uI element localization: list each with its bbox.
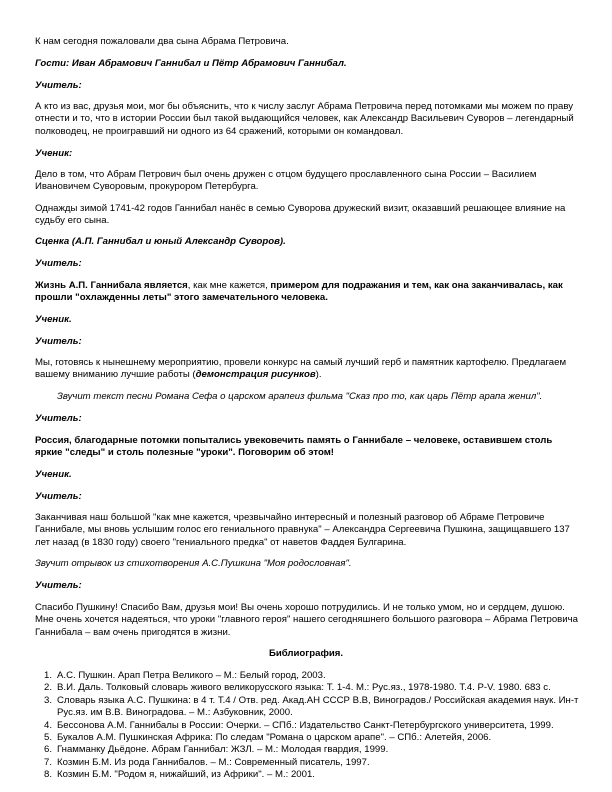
speaker-student: Ученик: xyxy=(35,148,73,159)
item-number: 2. xyxy=(43,682,52,694)
guests-line: Гости: Иван Абрамович Ганнибал и Пётр Абрамович Ганнибал. xyxy=(35,58,347,69)
speaker-teacher: Учитель: xyxy=(35,258,82,269)
item-text: Козмин Б.М. "Родом я, нижайший, из Африки". – М.: 2001. xyxy=(57,769,315,781)
teacher-statement-5: Спасибо Пушкину! Спасибо Вам, друзья мои! Вы очень хорошо потрудились. И не только умом, но и сердцем, душою. Мне очень хочется надеяться, что уроки "главного героя" нашего сегодняшнего большого разговора – Абрама Петровича Ганнибала – вам очень пригодятся в жизни. xyxy=(35,602,578,638)
bibliography-list xyxy=(35,670,580,782)
item-number: 8. xyxy=(43,769,52,781)
scene-title: Сценка (А.П. Ганнибал и юный Александр Суворов). xyxy=(35,236,286,247)
poem-note: Звучит отрывок из стихотворения А.С.Пушкина "Моя родословная". xyxy=(35,558,352,569)
bibliography-item xyxy=(35,670,580,682)
student-answer-1: Дело в том, что Абрам Петрович был очень дружен с отцом будущего прославленного сына России – Василием Ивановичем Суворовым, прокурором Петербурга. xyxy=(35,169,537,193)
song-note: Звучит текст песни Романа Сефа о царском арапеиз фильма "Сказ про то, как царь Пётр арапа женил". xyxy=(57,391,543,402)
teacher-statement-4: Заканчивая наш большой "как мне кажется, чрезвычайно интересный и полезный разговор об Абраме Петровиче Ганнибале, мы вновь услышим голос его гениального правнука" – Александра Сергеевича Пушкина, защищавшего 137 лет назад (в 1830 году) своего "гениального предка" от наветов Фаддея Булгарина. xyxy=(35,512,570,548)
bibliography-item xyxy=(35,682,580,694)
intro-line: К нам сегодня пожаловали два сына Абрама Петровича. xyxy=(35,36,289,47)
speaker-student: Ученик. xyxy=(35,314,72,325)
speaker-teacher: Учитель: xyxy=(35,491,82,502)
bibliography-item xyxy=(35,695,580,720)
statement-regular: Мы, готовясь к нынешнему мероприятию, провели конкурс на самый лучший герб и памятник картофелю. Предлагаем вашему вниманию лучшие работы ( xyxy=(35,357,567,381)
teacher-question: А кто из вас, друзья мои, мог бы объяснить, что к числу заслуг Абрама Петровича перед потомками мы можем по праву отнести и то, что в истории России был такой выдающийся человек, как Александр Васильевич Суворов – легендарный полководец, не проигравший ни одного из 64 сражений, которыми он командовал. xyxy=(35,101,574,137)
item-text: А.С. Пушкин. Арап Петра Великого – М.: Белый город, 2003. xyxy=(57,670,326,681)
item-number: 4. xyxy=(43,719,52,731)
bibliography-item xyxy=(35,720,580,732)
demonstration-label: демонстрация рисунков xyxy=(195,369,316,381)
speaker-teacher: Учитель: xyxy=(35,336,82,347)
item-text: Словарь языка А.С. Пушкина: в 4 т. Т.4 / Отв. ред. Акад.АН СССР В.В, Виноградов./ Российская академия наук. Ин-т Рус.яз. им В.В. Виноградова. – М.: Азбуковник, 2000. xyxy=(57,694,579,719)
item-text: Козмин Б.М. Из рода Ганнибалов. – М.: Современный писатель, 1997. xyxy=(57,756,370,768)
item-number: 5. xyxy=(43,732,52,744)
bibliography-item xyxy=(35,744,580,756)
statement-bold-2: примером для подражания и тем, как она заканчивалась, как прошли "охлажденны леты" этого замечательного человека. xyxy=(35,280,563,304)
statement-regular: ). xyxy=(315,369,322,381)
speaker-student: Ученик. xyxy=(35,469,72,480)
speaker-teacher: Учитель: xyxy=(35,580,82,591)
student-answer-2: Однажды зимой 1741-42 годов Ганнибал нанёс в семью Суворова дружеский визит, оказавший решающее влияние на судьбу его сына. xyxy=(35,203,566,227)
item-text: Гнамманку Дьёдоне. Абрам Ганнибал: ЖЗЛ. – М.: Молодая гвардия, 1999. xyxy=(57,744,389,756)
item-text: Букалов А.М. Пушкинская Африка: По следам "Романа о царском арапе". – СПб.: Алетейя, 2006. xyxy=(57,732,492,744)
bibliography-item xyxy=(35,757,580,769)
teacher-statement-3: Россия, благодарные потомки попытались увековечить память о Ганнибале – человеке, оставившем столь яркие "следы" и столь полезные "уроки". Поговорим об этом! xyxy=(35,435,553,459)
item-number: 1. xyxy=(43,670,52,681)
item-text: В.И. Даль. Толковый словарь живого великорусского языка: Т. 1-4. М.: Рус.яз., 1978-1980. Т.4. Р-V. 1980. 683 с. xyxy=(57,682,551,694)
item-number: 6. xyxy=(43,744,52,756)
teacher-statement-2 xyxy=(35,357,580,382)
speaker-teacher: Учитель: xyxy=(35,80,82,91)
statement-regular: , как мне кажется, xyxy=(187,280,271,291)
item-number: 3. xyxy=(43,694,52,706)
teacher-statement-1 xyxy=(35,280,580,305)
bibliography-title: Библиография. xyxy=(268,648,344,659)
item-number: 7. xyxy=(43,756,52,768)
bibliography-item xyxy=(35,769,580,781)
bibliography-item xyxy=(35,732,580,744)
statement-bold-1: Жизнь А.П. Ганнибала является xyxy=(35,280,188,291)
speaker-teacher: Учитель: xyxy=(35,413,82,424)
item-text: Бессонова А.М. Ганнибалы в России: Очерки. – СПб.: Издательство Санкт-Петербургского университета, 1999. xyxy=(57,719,554,731)
